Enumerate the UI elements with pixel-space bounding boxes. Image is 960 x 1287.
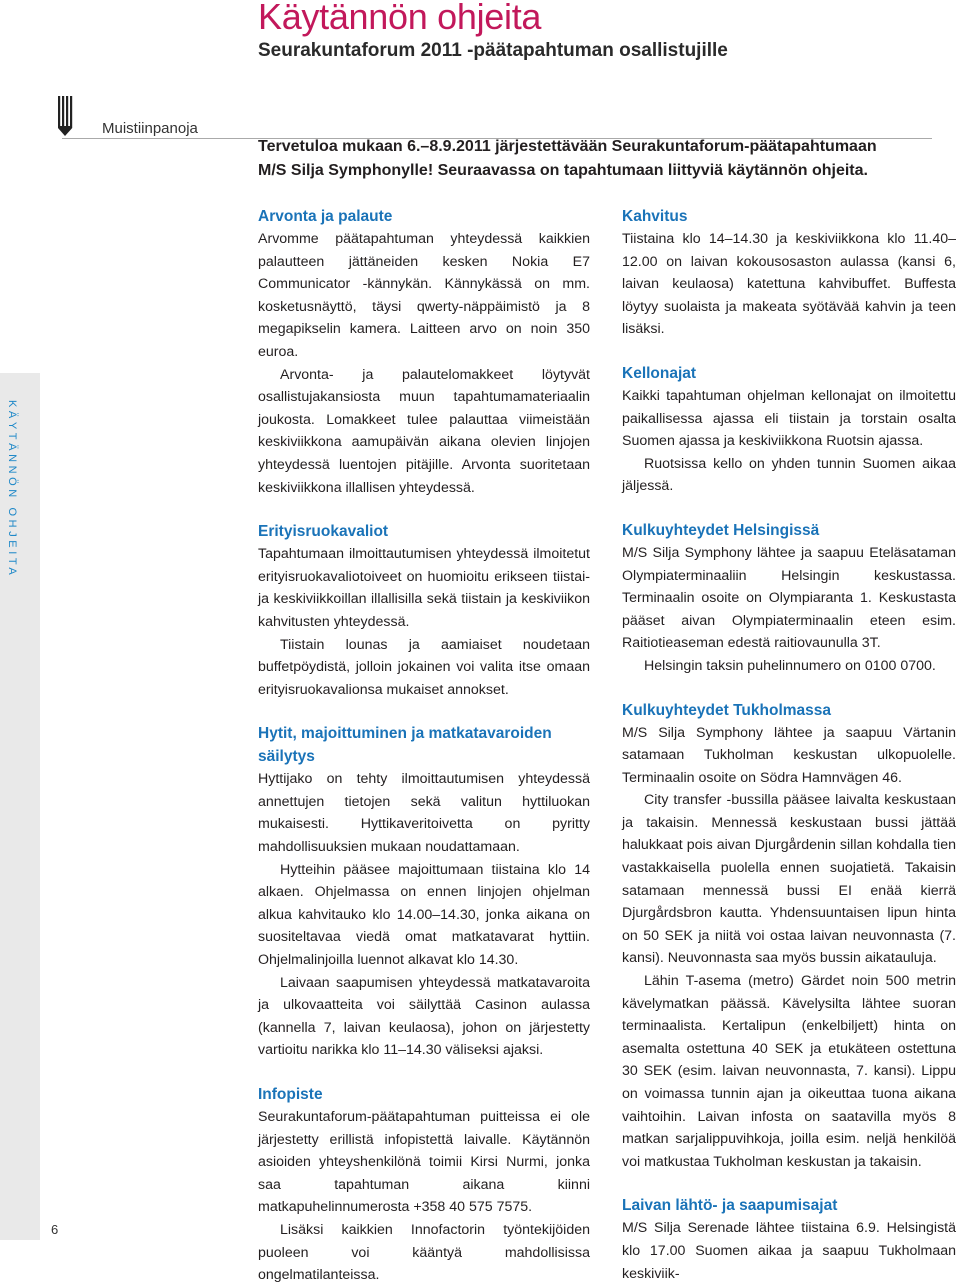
page-title: Käytännön ohjeita (258, 0, 542, 37)
paragraph: Tiistaina klo 14–14.30 ja keskiviikkona klo 11.40–12.00 on laivan kokousosaston aulassa (kansi 6, laivan keulaosa) katettuna kahvibuffet. Buffesta löytyy suolaista ja makeata syötävää kahvin ja teen lisäksi. (622, 231, 956, 338)
heading-kahvitus: Kahvitus (622, 208, 688, 225)
page-number: 6 (51, 1222, 59, 1237)
heading-hytit: Hytit, majoittuminen ja matkatavaroiden säilytys (258, 725, 552, 766)
page-subtitle: Seurakuntaforum 2011 -päätapahtuman osallistujille (258, 40, 728, 61)
paragraph: Hyttijako on tehty ilmoittautumisen yhteydessä annettujen tietojen sekä valitun hyttiluokan mukaisesti. Hyttikaveritoivetta on pyritty mahdollisuuksien mukaan noudattamaan. (258, 771, 590, 856)
notebook-icon (56, 96, 92, 136)
paragraph: Tiistain lounas ja aamiaiset noudetaan buffetpöydistä, jolloin jokainen voi valita itse omaan erityisruokavalionsa mukaiset annokset. (258, 636, 590, 698)
heading-erityisruokavaliot: Erityisruokavaliot (258, 523, 389, 541)
paragraph: M/S Silja Symphony lähtee ja saapuu Eteläsataman Olympiaterminaaliin Helsingin keskustassa. Terminaalin osoite on Olympiaranta 1. Keskustasta pääset aivan Olympiaterminaalin eteen esim. Raitiotieaseman edestä raitiovaunulla 3T. (622, 544, 956, 652)
paragraph: Seurakuntaforum-päätapahtuman puitteissa ei ole järjestetty erillistä infopistettä laivalle. Käytännön asioiden yhteyshenkilönä toimii Kirsi Nurmi, jonka saa tapahtuman aikana kiinni matkapuhelinnumerosta +358 40 575 7575. (258, 1109, 590, 1216)
paragraph: Helsingin taksin puhelinnumero on 0100 0700. (644, 657, 936, 674)
section-side-label: KÄYTÄNNÖN OHJEITA (6, 400, 18, 579)
paragraph: Tapahtumaan ilmoittautumisen yhteydessä ilmoitetut erityisruokavaliotoiveet on huomioitu erikseen tiistai- ja keskiviikkoillan illallisilla sekä tiistain ja keskiviikon kahvitusten yhteydessä. (258, 546, 590, 630)
paragraph: M/S Silja Serenade lähtee tiistaina 6.9. Helsingistä klo 17.00 Suomen aikaa ja saapuu Tukholmaan keskiviik- (622, 1220, 956, 1282)
heading-lahto: Laivan lähtö- ja saapumisajat (622, 1197, 838, 1215)
paragraph: City transfer -bussilla pääsee laivalta keskustaan ja takaisin. Mennessä keskustaan bussi jättää halukkaat pois aivan Djurgårdenin sillan kohdalla tien vastakkaisella puolella ennen suojatietä. Takaisin satamaan mennessä bussi EI enää kierrä Djurgårdsbron kautta. Yhdensuuntaisen lipun hinta on 50 SEK ja niitä voi ostaa laivan neuvonnasta (7. kansi). Neuvonnasta saa myös bussin aikatauluja. (622, 792, 956, 967)
intro-line-1: Tervetuloa mukaan 6.–8.9.2011 järjestettävään Seurakuntaforum-päätapahtumaan (258, 138, 877, 155)
paragraph: M/S Silja Symphony lähtee ja saapuu Värtanin satamaan Tukholman keskustan ulkopuolelle. Terminaalin osoite on Södra Hamnvägen 46. (622, 724, 956, 786)
right-column (622, 205, 956, 1285)
intro-line-2: M/S Silja Symphonylle! Seuraavassa on tapahtumaan liittyviä käytännön ohjeita. (258, 162, 868, 179)
paragraph: Lisäksi kaikkien Innofactorin työntekijöiden puoleen voi kääntyä mahdollisissa ongelmatilanteissa. (258, 1221, 590, 1284)
intro-text (258, 135, 898, 183)
heading-infopiste: Infopiste (258, 1086, 323, 1103)
paragraph: Laivaan saapumisen yhteydessä matkatavaroita ja ulkovaatteita voi säilyttää Casinon aulassa (kannella 7, laivan keulaosa), johon on järjestetty vartioitu narikka klo 11–14.30 väliseksi ajaksi. (258, 974, 590, 1059)
heading-arvonta: Arvonta ja palaute (258, 208, 393, 225)
paragraph: Lähin T-asema (metro) Gärdet noin 500 metrin kävelymatkan päässä. Kävelysilta lähtee suoran terminaalista. Kertalipun (enkelbiljett) hinta on asemalta ostettuna 40 SEK ja etukäteen ostettuna 30 SEK (esim. laivan neuvonnasta, 7. kansi). Lippu on voimassa tunnin ajan ja oikeuttaa tuona aikana vaihtoihin. Laivan infosta on saatavilla myös 8 matkan sarjalippuvihkoja, joilla esim. neljä henkilöä voi matkustaa Tukholman keskustan ja takaisin. (622, 973, 956, 1170)
paragraph: Kaikki tapahtuman ohjelman kellonajat on ilmoitettu paikallisessa ajassa eli tiistain ja torstain osalta Suomen ajassa ja keskiviikkona Ruotsin ajassa. (622, 387, 956, 450)
paragraph: Arvomme päätapahtuman yhteydessä kaikkien palautteen jättäneiden kesken Nokia E7 Communicator -kännykän. Kännykässä on mm. kosketusnäyttö, täysi qwerty-näppäimistö ja 8 megapikselin kamera. Laitteen arvo on noin 350 euroa. (258, 231, 590, 360)
heading-helsinki: Kulkuyhteydet Helsingissä (622, 521, 820, 539)
heading-tukholma: Kulkuyhteydet Tukholmassa (622, 701, 832, 719)
paragraph: Arvonta- ja palautelomakkeet löytyvät osallistujakansiosta muun tapahtumamateriaalin joukosta. Lomakkeet tulee palauttaa viimeistään keskiviikkona aamupäivän aikana olevien linjojen yhteydessä luentojen pitäjille. Arvonta suoritetaan keskiviikkona illallisen yhteydessä. (258, 366, 590, 496)
notes-label: Muistiinpanoja (102, 120, 198, 137)
left-column (258, 205, 590, 1287)
paragraph: Hytteihin pääsee majoittumaan tiistaina klo 14 alkaen. Ohjelmassa on ennen linjojen ohjelman alkua kahvitauko klo 14.00–14.30, jonka aikana on suositeltavaa viedä omat matkatavarat hyttiin. Ohjelmalinjoilla luennot alkavat klo 14.30. (258, 861, 590, 969)
paragraph: Ruotsissa kello on yhden tunnin Suomen aikaa jäljessä. (622, 455, 956, 495)
heading-kellonajat: Kellonajat (622, 364, 697, 382)
